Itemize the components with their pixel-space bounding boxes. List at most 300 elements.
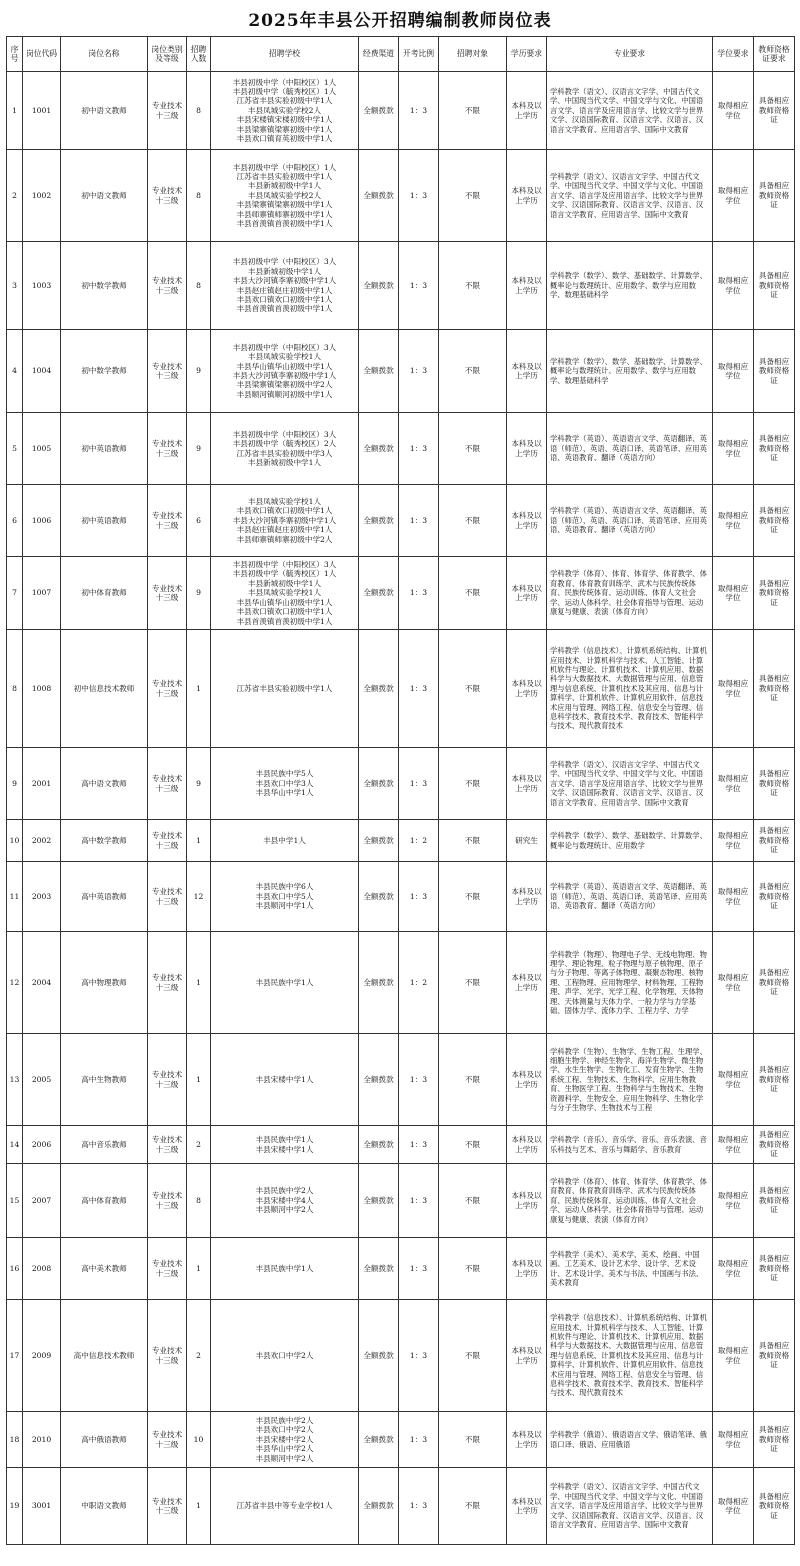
cell-target: 不限	[439, 413, 507, 485]
cell-major: 学科教学（信息技术）、计算机系统结构、计算机应用技术、计算机科学与技术、人工智能、计算机软件与理论、计算机技术、计算机应用、数据科学与大数据技术、大数据管理与应用、信息管理与信息系统、计算机技术及其应用、信息与计算科学、计算机软件、计算机应用软件、信息技术应用与管理、网络工程、信息安全与管理、信息科学技术、教育技术学、教育技术、智能科学与技术、现代教育技术	[547, 630, 713, 748]
table-row	[7, 413, 795, 485]
cell-grade: 专业技术十三级	[148, 1034, 187, 1126]
cell-cert: 具备相应教师资格证	[754, 330, 795, 413]
cell-schools	[211, 630, 359, 748]
cell-name: 初中英语教师	[61, 485, 148, 557]
header-seq: 序号	[7, 37, 23, 72]
cell-ratio: 1：3	[399, 1468, 439, 1545]
cell-major: 学科教学（英语）、英语语言文学、英语翻译、英语（师范）、英语、英语口译、英语笔译、应用英语、英语教育、翻译（英语方向）	[547, 413, 713, 485]
school-line: 丰县宋楼中学4人	[255, 1195, 314, 1205]
cell-grade: 专业技术十三级	[148, 1468, 187, 1545]
cell-degree: 取得相应学位	[713, 485, 754, 557]
table-row	[7, 862, 795, 932]
cell-schools	[211, 557, 359, 630]
cell-schools	[211, 242, 359, 330]
school-line: 丰县民族中学2人	[255, 1186, 314, 1196]
cell-code: 1007	[23, 557, 61, 630]
table-row	[7, 150, 795, 242]
cell-target: 不限	[439, 330, 507, 413]
school-line: 丰县宋楼中学2人	[255, 1434, 314, 1444]
cell-schools	[211, 1164, 359, 1238]
cell-count: 8	[187, 242, 211, 330]
cell-target: 不限	[439, 1300, 507, 1412]
school-line: 丰县首羡镇首羡初级中学1人	[236, 304, 333, 314]
school-line: 丰县欢口中学2人	[255, 1425, 314, 1435]
cell-degree: 取得相应学位	[713, 557, 754, 630]
cell-grade: 专业技术十三级	[148, 1300, 187, 1412]
table-row	[7, 748, 795, 820]
school-line: 丰县中学1人	[263, 835, 306, 845]
cell-fund: 全额拨款	[359, 413, 399, 485]
cell-major: 学科教学（英语）、英语语言文学、英语翻译、英语（师范）、英语、英语口译、英语笔译、应用英语、英语教育、翻译（英语方向）	[547, 862, 713, 932]
school-line: 丰县华山镇华山初级中学1人	[236, 361, 333, 371]
cell-grade: 专业技术十三级	[148, 72, 187, 150]
cell-fund: 全额拨款	[359, 1164, 399, 1238]
cell-code: 2002	[23, 820, 61, 862]
cell-degree: 取得相应学位	[713, 1238, 754, 1300]
cell-target: 不限	[439, 1034, 507, 1126]
cell-fund: 全额拨款	[359, 932, 399, 1034]
cell-target: 不限	[439, 862, 507, 932]
cell-seq: 19	[7, 1468, 23, 1545]
school-line: 丰县凤城实验学校2人	[247, 190, 322, 200]
cell-grade: 专业技术十三级	[148, 330, 187, 413]
cell-code: 1004	[23, 330, 61, 413]
cell-count: 9	[187, 557, 211, 630]
cell-grade: 专业技术十三级	[148, 932, 187, 1034]
cell-cert: 具备相应教师资格证	[754, 1164, 795, 1238]
cell-fund: 全额拨款	[359, 1468, 399, 1545]
school-line: 丰县初级中学（中阳校区）3人	[232, 560, 337, 570]
cell-seq: 16	[7, 1238, 23, 1300]
cell-count: 12	[187, 862, 211, 932]
cell-cert: 具备相应教师资格证	[754, 1238, 795, 1300]
cell-seq: 18	[7, 1412, 23, 1468]
cell-edu: 本科及以上学历	[507, 1300, 547, 1412]
cell-degree: 取得相应学位	[713, 1126, 754, 1164]
header-fund: 经费渠道	[359, 37, 399, 72]
table-row	[7, 1238, 795, 1300]
table-row	[7, 1412, 795, 1468]
cell-grade: 专业技术十三级	[148, 1238, 187, 1300]
school-line: 丰县师寨镇师寨初级中学2人	[236, 534, 333, 544]
cell-edu: 本科及以上学历	[507, 1412, 547, 1468]
cell-count: 1	[187, 1238, 211, 1300]
table-row	[7, 557, 795, 630]
cell-fund: 全额拨款	[359, 72, 399, 150]
cell-target: 不限	[439, 1468, 507, 1545]
school-line: 丰县大沙河镇李寨初级中学1人	[232, 515, 337, 525]
cell-degree: 取得相应学位	[713, 820, 754, 862]
cell-name: 高中物理教师	[61, 932, 148, 1034]
cell-edu: 本科及以上学历	[507, 1034, 547, 1126]
header-edu: 学历要求	[507, 37, 547, 72]
cell-cert: 具备相应教师资格证	[754, 630, 795, 748]
cell-fund: 全额拨款	[359, 330, 399, 413]
table-row	[7, 1468, 795, 1545]
cell-edu: 本科及以上学历	[507, 330, 547, 413]
cell-code: 2001	[23, 748, 61, 820]
cell-degree: 取得相应学位	[713, 1164, 754, 1238]
table-body	[7, 72, 795, 1545]
cell-count: 9	[187, 748, 211, 820]
school-line: 丰县民族中学1人	[255, 977, 314, 987]
cell-degree: 取得相应学位	[713, 748, 754, 820]
cell-code: 2009	[23, 1300, 61, 1412]
school-line: 丰县宋楼镇宋楼初级中学1人	[236, 115, 333, 125]
school-line: 丰县新城初级中学1人	[247, 181, 322, 191]
cell-target: 不限	[439, 557, 507, 630]
cell-major: 学科教学（语文）、汉语言文字学、中国古代文学、中国现当代文学、中国文学与文化、中国语言文学、语言学及应用语言学、比较文学与世界文学、汉语国际教育、汉语言文学、汉语言、汉语言文学教育、应用语言学、国际中文教育	[547, 748, 713, 820]
school-line: 丰县顺河中学1人	[255, 901, 314, 911]
cell-code: 2003	[23, 862, 61, 932]
school-line: 丰县民族中学1人	[255, 1135, 314, 1145]
cell-ratio: 1：3	[399, 413, 439, 485]
school-line: 丰县新城初级中学1人	[247, 578, 322, 588]
cell-cert: 具备相应教师资格证	[754, 748, 795, 820]
cell-count: 1	[187, 1034, 211, 1126]
school-line: 丰县华山中学2人	[255, 1444, 314, 1454]
cell-major: 学科教学（英语）、英语语言文学、英语翻译、英语（师范）、英语、英语口译、英语笔译、应用英语、英语教育、翻译（英语方向）	[547, 485, 713, 557]
cell-count: 1	[187, 630, 211, 748]
cell-edu: 本科及以上学历	[507, 630, 547, 748]
school-line: 丰县顺河中学2人	[255, 1453, 314, 1463]
school-line: 江苏省丰县实验初级中学1人	[236, 683, 333, 693]
cell-schools	[211, 1412, 359, 1468]
school-line: 丰县初级中学（毓秀校区）1人	[232, 569, 337, 579]
school-line: 丰县欢口中学2人	[255, 1350, 314, 1360]
table-row	[7, 1164, 795, 1238]
school-line: 丰县华山中学1人	[255, 788, 314, 798]
cell-schools	[211, 330, 359, 413]
cell-count: 9	[187, 413, 211, 485]
cell-name: 初中英语教师	[61, 413, 148, 485]
cell-fund: 全额拨款	[359, 242, 399, 330]
cell-fund: 全额拨款	[359, 820, 399, 862]
cell-major: 学科教学（数学）、数学、基础数学、计算数学、概率论与数理统计、应用数学、数学与应用数学、数理基础科学	[547, 242, 713, 330]
cell-major: 学科教学（信息技术）、计算机系统结构、计算机应用技术、计算机科学与技术、人工智能、计算机软件与理论、计算机技术、计算机应用、数据科学与大数据技术、大数据管理与应用、信息管理与信息系统、计算机技术及其应用、信息与计算科学、计算机软件、计算机应用软件、信息技术应用与管理、网络工程、信息安全与管理、信息科学技术、教育技术学、教育技术、智能科学与技术、现代教育技术	[547, 1300, 713, 1412]
cell-name: 高中英语教师	[61, 862, 148, 932]
cell-cert: 具备相应教师资格证	[754, 1126, 795, 1164]
cell-edu: 本科及以上学历	[507, 1126, 547, 1164]
header-name: 岗位名称	[61, 37, 148, 72]
school-line: 丰县民族中学1人	[255, 1263, 314, 1273]
cell-name: 初中数学教师	[61, 242, 148, 330]
cell-target: 不限	[439, 485, 507, 557]
cell-ratio: 1：3	[399, 1412, 439, 1468]
cell-ratio: 1：3	[399, 1126, 439, 1164]
school-line: 丰县新城初级中学1人	[247, 457, 322, 467]
cell-seq: 3	[7, 242, 23, 330]
cell-seq: 11	[7, 862, 23, 932]
cell-name: 高中音乐教师	[61, 1126, 148, 1164]
cell-major: 学科教学（语文）、汉语言文字学、中国古代文学、中国现当代文学、中国文学与文化、中国语言文学、语言学及应用语言学、比较文学与世界文学、汉语国际教育、汉语言文学、汉语言、汉语言文学教育、应用语言学、国际中文教育	[547, 1468, 713, 1545]
cell-ratio: 1：3	[399, 1164, 439, 1238]
cell-ratio: 1：3	[399, 557, 439, 630]
cell-target: 不限	[439, 242, 507, 330]
school-line: 江苏省丰县实验初级中学1人	[236, 171, 333, 181]
school-line: 丰县初级中学（中阳校区）3人	[232, 342, 337, 352]
cell-target: 不限	[439, 748, 507, 820]
header-code: 岗位代码	[23, 37, 61, 72]
cell-schools	[211, 1238, 359, 1300]
cell-seq: 17	[7, 1300, 23, 1412]
school-line: 丰县欢口镇欢口初级中学1人	[236, 506, 333, 516]
cell-count: 8	[187, 72, 211, 150]
table-row	[7, 820, 795, 862]
table-row	[7, 485, 795, 557]
table-row	[7, 72, 795, 150]
cell-cert: 具备相应教师资格证	[754, 72, 795, 150]
cell-grade: 专业技术十三级	[148, 150, 187, 242]
school-line: 丰县欢口镇育英初级中学1人	[236, 134, 333, 144]
cell-cert: 具备相应教师资格证	[754, 1412, 795, 1468]
cell-degree: 取得相应学位	[713, 932, 754, 1034]
cell-degree: 取得相应学位	[713, 413, 754, 485]
cell-name: 高中体育教师	[61, 1164, 148, 1238]
cell-seq: 6	[7, 485, 23, 557]
page-title: 2025年丰县公开招聘编制教师岗位表	[248, 11, 552, 31]
cell-major: 学科教学（美术）、美术学、美术、绘画、中国画、工艺美术、设计艺术学、设计学、艺术设计、艺术设计学、美术与书法、中国画与书法、美术教育	[547, 1238, 713, 1300]
school-line: 丰县民族中学6人	[255, 882, 314, 892]
school-line: 丰县初级中学（毓秀校区）2人	[232, 439, 337, 449]
school-line: 丰县初级中学（中阳校区）3人	[232, 429, 337, 439]
cell-fund: 全额拨款	[359, 557, 399, 630]
cell-fund: 全额拨款	[359, 1238, 399, 1300]
cell-ratio: 1：2	[399, 820, 439, 862]
school-line: 丰县梁寨镇梁寨初级中学1人	[236, 124, 333, 134]
cell-count: 1	[187, 1468, 211, 1545]
cell-seq: 12	[7, 932, 23, 1034]
cell-target: 不限	[439, 932, 507, 1034]
cell-edu: 本科及以上学历	[507, 932, 547, 1034]
school-line: 丰县大沙河镇李寨初级中学1人	[232, 371, 337, 380]
cell-edu: 本科及以上学历	[507, 1468, 547, 1545]
cell-code: 1001	[23, 72, 61, 150]
cell-schools	[211, 820, 359, 862]
cell-grade: 专业技术十三级	[148, 1412, 187, 1468]
table-row	[7, 1126, 795, 1164]
school-line: 丰县赵庄镇赵庄初级中学1人	[236, 525, 333, 535]
cell-major: 学科教学（生物）、生物学、生物工程、生理学、细胞生物学、神经生物学、海洋生物学、微生物学、水生生物学、生物化工、发育生物学、生物系统工程、生物技术、生物科学、应用生物教育、生物医学工程、生物科学与生物技术、生物资源科学、生物安全、应用生物科学、生物化学与分子生物学、生物技术与工程	[547, 1034, 713, 1126]
cell-schools	[211, 72, 359, 150]
cell-edu: 本科及以上学历	[507, 485, 547, 557]
cell-grade: 专业技术十三级	[148, 413, 187, 485]
cell-major: 学科教学（语文）、汉语言文字学、中国古代文学、中国现当代文学、中国文学与文化、中国语言文学、语言学及应用语言学、比较文学与世界文学、汉语国际教育、汉语言文学、汉语言、汉语言文学教育、应用语言学、国际中文教育	[547, 72, 713, 150]
cell-seq: 7	[7, 557, 23, 630]
header-grade: 岗位类别及等级	[148, 37, 187, 72]
school-line: 丰县欢口镇欢口初级中学1人	[236, 607, 333, 617]
cell-cert: 具备相应教师资格证	[754, 862, 795, 932]
cell-name: 初中信息技术教师	[61, 630, 148, 748]
cell-ratio: 1：3	[399, 485, 439, 557]
cell-name: 初中体育教师	[61, 557, 148, 630]
cell-code: 2007	[23, 1164, 61, 1238]
school-line: 丰县新城初级中学1人	[247, 266, 322, 276]
school-line: 丰县凤城实验学校1人	[247, 352, 322, 362]
school-line: 丰县顺河中学2人	[255, 1205, 314, 1215]
cell-major: 学科教学（数学）、数学、基础数学、计算数学、概率论与数理统计、应用数学	[547, 820, 713, 862]
cell-code: 2010	[23, 1412, 61, 1468]
cell-count: 2	[187, 1300, 211, 1412]
cell-cert: 具备相应教师资格证	[754, 1468, 795, 1545]
header-count: 招聘人数	[187, 37, 211, 72]
school-line: 丰县首羡镇首羡初级中学1人	[236, 616, 333, 626]
cell-edu: 研究生	[507, 820, 547, 862]
cell-schools	[211, 150, 359, 242]
cell-fund: 全额拨款	[359, 1412, 399, 1468]
cell-schools	[211, 932, 359, 1034]
cell-edu: 本科及以上学历	[507, 242, 547, 330]
positions-table	[6, 36, 795, 1545]
cell-fund: 全额拨款	[359, 630, 399, 748]
cell-grade: 专业技术十三级	[148, 748, 187, 820]
cell-grade: 专业技术十三级	[148, 242, 187, 330]
header-major: 专业要求	[547, 37, 713, 72]
school-line: 丰县欢口中学3人	[255, 778, 314, 788]
cell-edu: 本科及以上学历	[507, 1238, 547, 1300]
school-line: 丰县宋楼中学1人	[255, 1144, 314, 1154]
cell-ratio: 1：3	[399, 748, 439, 820]
cell-code: 2008	[23, 1238, 61, 1300]
cell-schools	[211, 1034, 359, 1126]
cell-degree: 取得相应学位	[713, 1412, 754, 1468]
school-line: 丰县梁寨镇梁寨初级中学1人	[236, 200, 333, 210]
header-school: 招聘学校	[211, 37, 359, 72]
cell-edu: 本科及以上学历	[507, 557, 547, 630]
cell-degree: 取得相应学位	[713, 330, 754, 413]
cell-count: 6	[187, 485, 211, 557]
cell-ratio: 1：3	[399, 242, 439, 330]
header-ratio: 开考比例	[399, 37, 439, 72]
cell-code: 1005	[23, 413, 61, 485]
header-target: 招聘对象	[439, 37, 507, 72]
cell-grade: 专业技术十三级	[148, 485, 187, 557]
cell-code: 3001	[23, 1468, 61, 1545]
cell-fund: 全额拨款	[359, 1034, 399, 1126]
cell-code: 1006	[23, 485, 61, 557]
school-line: 丰县凤城实验学校2人	[247, 105, 322, 115]
cell-ratio: 1：2	[399, 932, 439, 1034]
cell-name: 高中数学教师	[61, 820, 148, 862]
cell-count: 1	[187, 820, 211, 862]
cell-seq: 2	[7, 150, 23, 242]
cell-name: 初中语文教师	[61, 150, 148, 242]
cell-degree: 取得相应学位	[713, 630, 754, 748]
cell-target: 不限	[439, 72, 507, 150]
school-line: 丰县华山镇华山初级中学1人	[236, 597, 333, 607]
school-line: 江苏省丰县实验初级中学1人	[236, 96, 333, 106]
cell-name: 初中语文教师	[61, 72, 148, 150]
school-line: 丰县大沙河镇李寨初级中学1人	[232, 276, 337, 286]
table-row	[7, 630, 795, 748]
cell-schools	[211, 1126, 359, 1164]
cell-major: 学科教学（体育）、体育、体育学、体育教学、体育教育、体育教育训练学、武术与民族传统体育、民族传统体育、运动训练、体育人文社会学、运动人体科学、社会体育指导与管理、运动康复与健康、表演（体育方向）	[547, 557, 713, 630]
cell-count: 10	[187, 1412, 211, 1468]
cell-cert: 具备相应教师资格证	[754, 150, 795, 242]
cell-name: 高中生物教师	[61, 1034, 148, 1126]
cell-degree: 取得相应学位	[713, 150, 754, 242]
cell-seq: 14	[7, 1126, 23, 1164]
cell-grade: 专业技术十三级	[148, 1164, 187, 1238]
cell-fund: 全额拨款	[359, 862, 399, 932]
cell-cert: 具备相应教师资格证	[754, 1300, 795, 1412]
cell-edu: 本科及以上学历	[507, 862, 547, 932]
header-degree: 学位要求	[713, 37, 754, 72]
cell-fund: 全额拨款	[359, 1300, 399, 1412]
table-header-row	[7, 37, 795, 72]
school-line: 丰县凤城实验学校1人	[247, 588, 322, 598]
cell-schools	[211, 1300, 359, 1412]
table-row	[7, 1034, 795, 1126]
cell-code: 2006	[23, 1126, 61, 1164]
school-line: 丰县民族中学5人	[255, 769, 314, 779]
cell-degree: 取得相应学位	[713, 1300, 754, 1412]
cell-major: 学科教学（体育）、体育、体育学、体育教学、体育教育、体育教育训练学、武术与民族传统体育、民族传统体育、运动训练、体育人文社会学、运动人体科学、社会体育指导与管理、运动康复与健康、表演（体育方向）	[547, 1164, 713, 1238]
cell-grade: 专业技术十三级	[148, 862, 187, 932]
cell-code: 2005	[23, 1034, 61, 1126]
cell-major: 学科教学（语文）、汉语言文字学、中国古代文学、中国现当代文学、中国文学与文化、中国语言文学、语言学及应用语言学、比较文学与世界文学、汉语国际教育、汉语言文学、汉语言、汉语言文学教育、应用语言学、国际中文教育	[547, 150, 713, 242]
school-line: 丰县顺河镇顺河初级中学1人	[236, 389, 333, 399]
cell-fund: 全额拨款	[359, 150, 399, 242]
cell-major: 学科教学（音乐）、音乐学、音乐、音乐表演、音乐科技与艺术、音乐与舞蹈学、音乐教育	[547, 1126, 713, 1164]
cell-fund: 全额拨款	[359, 485, 399, 557]
cell-seq: 4	[7, 330, 23, 413]
cell-ratio: 1：3	[399, 1034, 439, 1126]
cell-schools	[211, 413, 359, 485]
cell-target: 不限	[439, 820, 507, 862]
school-line: 丰县宋楼中学1人	[255, 1074, 314, 1084]
table-row	[7, 1300, 795, 1412]
cell-code: 2004	[23, 932, 61, 1034]
cell-count: 2	[187, 1126, 211, 1164]
cell-seq: 10	[7, 820, 23, 862]
cell-seq: 15	[7, 1164, 23, 1238]
cell-major: 学科教学（物理）、物理电子学、无线电物理、物理学、理论物理、粒子物理与原子核物理、原子与分子物理、等离子体物理、凝聚态物理、核物理、工程物理、应用物理学、材料物理、工程物理、声学、光学、光学工程、化学物理、天体物理、天体测量与天体力学、一般力学与力学基础、固体力学、流体力学、工程力学、力学	[547, 932, 713, 1034]
table-row	[7, 932, 795, 1034]
cell-cert: 具备相应教师资格证	[754, 485, 795, 557]
cell-name: 高中美术教师	[61, 1238, 148, 1300]
cell-edu: 本科及以上学历	[507, 748, 547, 820]
cell-name: 中职语文教师	[61, 1468, 148, 1545]
table-row	[7, 242, 795, 330]
cell-schools	[211, 862, 359, 932]
cell-grade: 专业技术十三级	[148, 557, 187, 630]
cell-edu: 本科及以上学历	[507, 150, 547, 242]
cell-cert: 具备相应教师资格证	[754, 557, 795, 630]
school-line: 丰县师寨镇师寨初级中学1人	[236, 209, 333, 219]
cell-target: 不限	[439, 1164, 507, 1238]
school-line: 丰县欢口镇欢口初级中学1人	[236, 294, 333, 304]
cell-name: 初中数学教师	[61, 330, 148, 413]
cell-fund: 全额拨款	[359, 748, 399, 820]
school-line: 丰县赵庄镇赵庄初级中学1人	[236, 285, 333, 295]
school-line: 丰县民族中学2人	[255, 1415, 314, 1425]
cell-code: 1002	[23, 150, 61, 242]
cell-cert: 具备相应教师资格证	[754, 242, 795, 330]
cell-target: 不限	[439, 150, 507, 242]
cell-name: 高中信息技术教师	[61, 1300, 148, 1412]
cell-cert: 具备相应教师资格证	[754, 1034, 795, 1126]
cell-seq: 5	[7, 413, 23, 485]
cell-count: 1	[187, 932, 211, 1034]
cell-count: 8	[187, 150, 211, 242]
cell-seq: 13	[7, 1034, 23, 1126]
cell-edu: 本科及以上学历	[507, 413, 547, 485]
cell-ratio: 1：3	[399, 862, 439, 932]
cell-ratio: 1：3	[399, 1300, 439, 1412]
cell-degree: 取得相应学位	[713, 242, 754, 330]
